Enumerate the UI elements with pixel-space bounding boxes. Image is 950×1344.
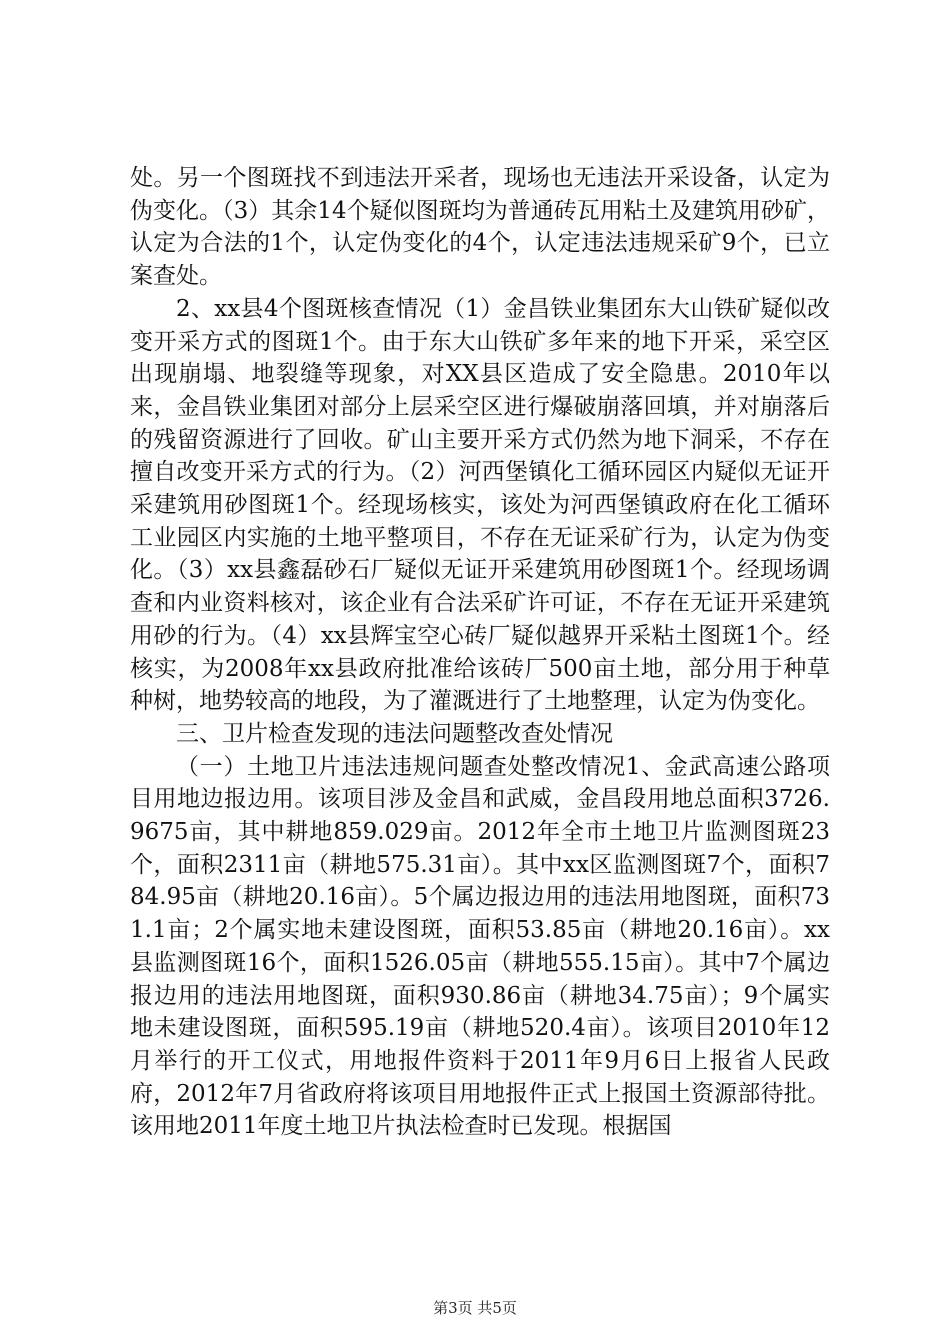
- section-heading: 三、卫片检查发现的违法问题整改查处情况: [176, 720, 613, 747]
- paragraph-continuation: 处。另一个图斑找不到违法开采者，现场也无违法开采设备，认定为伪变化。（3）其余14个疑似图斑均为普通砖瓦用粘土及建筑用砂矿，认定为合法的1个，认定伪变化的4个，认定违法违规采矿9个，已立案查处。: [130, 165, 830, 290]
- paragraph-land-violations: （一）土地卫片违法违规问题查处整改情况1、金武高速公路项目用地边报边用。该项目涉及金昌和武威，金昌段用地总面积3726.9675亩，其中耕地859.029亩。2012年全市土地卫片监测图斑23个，面积2311亩（耕地575.31亩）。其中xx区监测图斑7个，面积784.95亩（耕地20.16亩）。5个属边报边用的违法用地图斑，面积731.1亩；2个属实地未建设图斑，面积53.85亩（耕地20.16亩）。xx县监测图斑16个，面积1526.05亩（耕地555.15亩）。其中7个属边报边用的违法用地图斑，面积930.86亩（耕地34.75亩）；9个属实地未建设图斑，面积595.19亩（耕地520.4亩）。该项目2010年12月举行的开工仪式，用地报件资料于2011年9月6日上报省人民政府，2012年7月省政府将该项目用地报件正式上报国土资源部待批。该用地2011年度土地卫片执法检查时已发现。根据国: [130, 753, 830, 1140]
- page-footer: 第3页 共5页: [433, 1299, 517, 1317]
- paragraph-county-survey: 2、xx县4个图斑核查情况（1）金昌铁业集团东大山铁矿疑似改变开采方式的图斑1个。由于东大山铁矿多年来的地下开采，采空区出现崩塌、地裂缝等现象，对XX县区造成了安全隐患。2010年以来，金昌铁业集团对部分上层采空区进行爆破崩落回填，并对崩落后的残留资源进行了回收。矿山主要开采方式仍然为地下洞采，不存在擅自改变开采方式的行为。（2）河西堡镇化工循环园区内疑似无证开采建筑用砂图斑1个。经现场核实，该处为河西堡镇政府在化工循环工业园区内实施的土地平整项目，不存在无证采矿行为，认定为伪变化。（3）xx县鑫磊砂石厂疑似无证开采建筑用砂图斑1个。经现场调查和内业资料核对，该企业有合法采矿许可证，不存在无证开采建筑用砂的行为。（4）xx县辉宝空心砖厂疑似越界开采粘土图斑1个。经核实，为2008年xx县政府批准给该砖厂500亩土地，部分用于种草种树，地势较高的地段，为了灌溉进行了土地整理，认定为伪变化。: [130, 295, 830, 715]
- document-body: [130, 162, 830, 1143]
